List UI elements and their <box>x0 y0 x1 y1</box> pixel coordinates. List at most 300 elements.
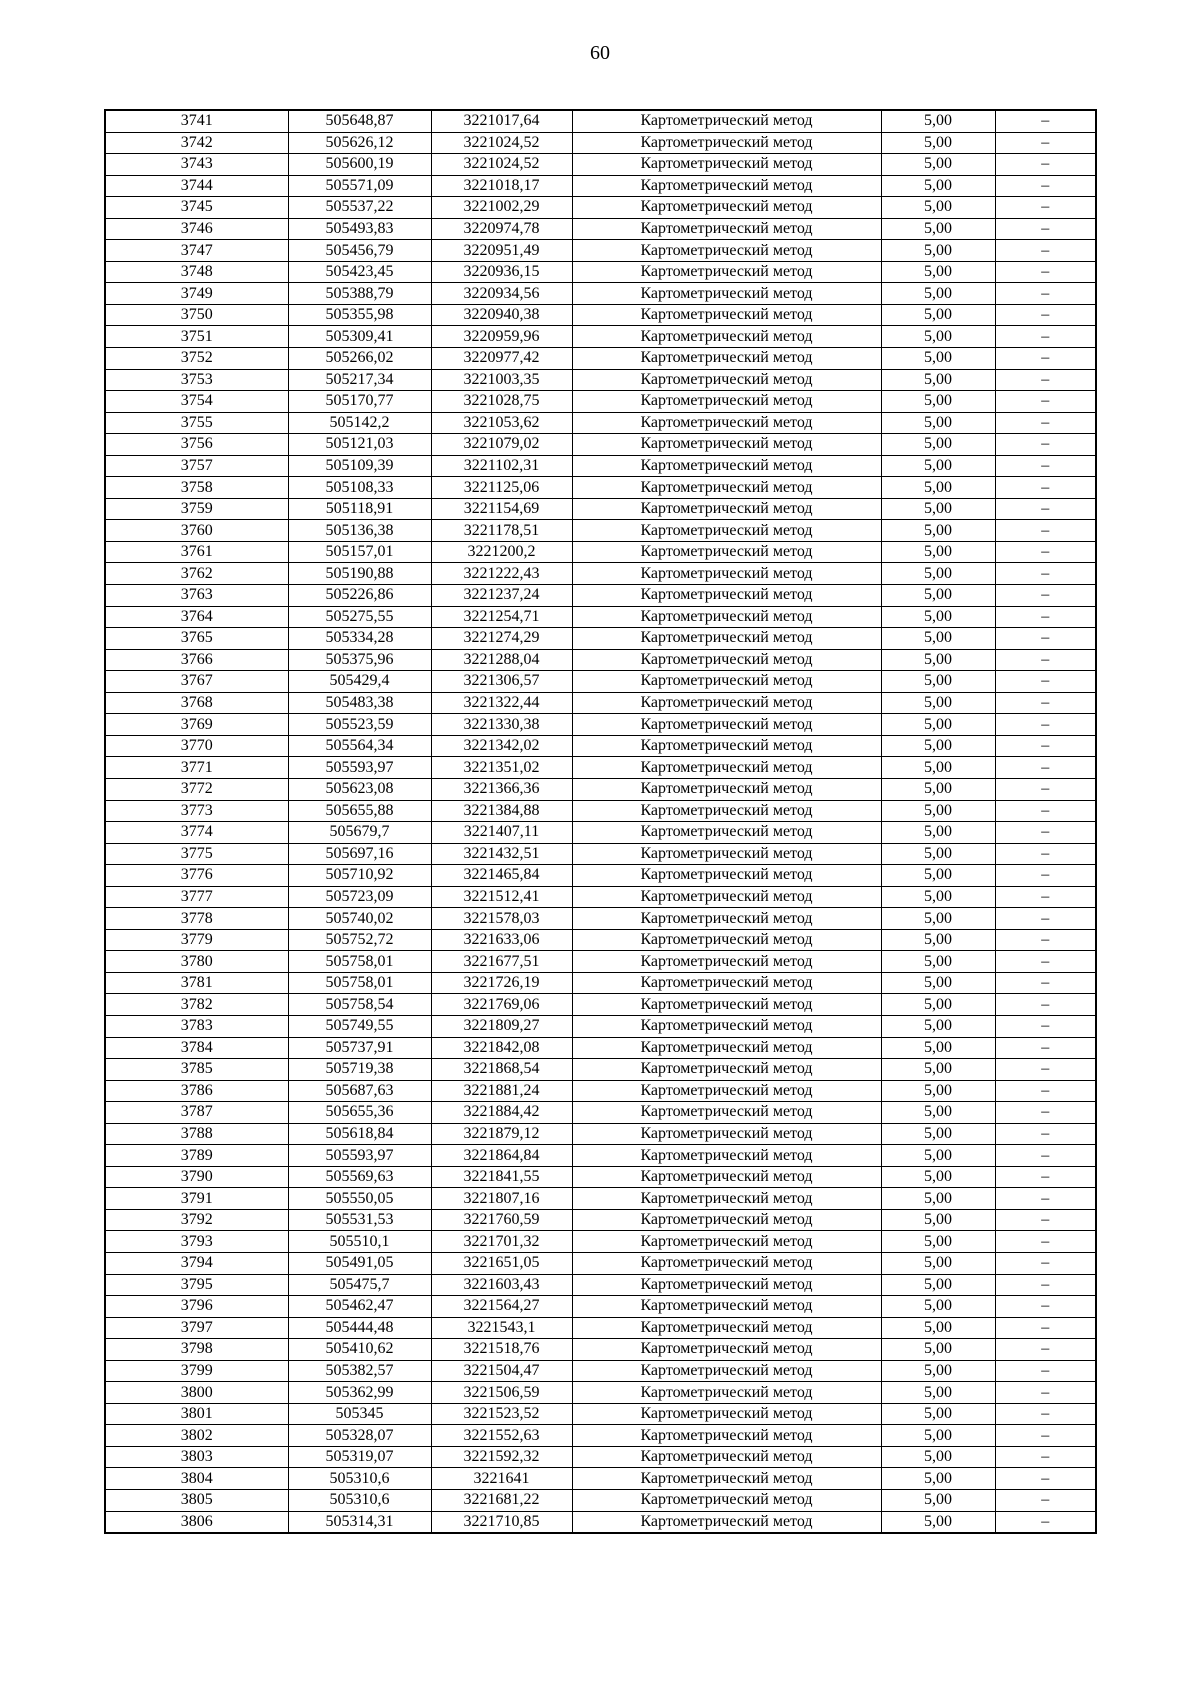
description-cell: – <box>995 412 1096 434</box>
point-number-cell: 3788 <box>105 1123 288 1145</box>
description-cell: – <box>995 714 1096 736</box>
point-number-cell: 3786 <box>105 1080 288 1102</box>
method-cell: Картометрический метод <box>572 412 881 434</box>
x-coordinate-cell: 505118,91 <box>288 498 431 520</box>
method-cell: Картометрический метод <box>572 369 881 391</box>
y-coordinate-cell: 3221769,06 <box>431 994 572 1016</box>
method-cell: Картометрический метод <box>572 1252 881 1274</box>
page-number: 60 <box>590 42 610 64</box>
accuracy-cell: 5,00 <box>881 994 995 1016</box>
y-coordinate-cell: 3221322,44 <box>431 692 572 714</box>
x-coordinate-cell: 505382,57 <box>288 1360 431 1382</box>
point-number-cell: 3755 <box>105 412 288 434</box>
point-number-cell: 3803 <box>105 1446 288 1468</box>
table-row <box>105 218 1096 240</box>
x-coordinate-cell: 505752,72 <box>288 929 431 951</box>
x-coordinate-cell: 505758,54 <box>288 994 431 1016</box>
method-cell: Картометрический метод <box>572 822 881 844</box>
description-cell: – <box>995 1059 1096 1081</box>
x-coordinate-cell: 505687,63 <box>288 1080 431 1102</box>
method-cell: Картометрический метод <box>572 434 881 456</box>
description-cell: – <box>995 1209 1096 1231</box>
description-cell: – <box>995 175 1096 197</box>
method-cell: Картометрический метод <box>572 994 881 1016</box>
y-coordinate-cell: 3221306,57 <box>431 671 572 693</box>
point-number-cell: 3744 <box>105 175 288 197</box>
description-cell: – <box>995 1296 1096 1318</box>
point-number-cell: 3759 <box>105 498 288 520</box>
x-coordinate-cell: 505618,84 <box>288 1123 431 1145</box>
accuracy-cell: 5,00 <box>881 822 995 844</box>
x-coordinate-cell: 505510,1 <box>288 1231 431 1253</box>
y-coordinate-cell: 3221432,51 <box>431 843 572 865</box>
point-number-cell: 3753 <box>105 369 288 391</box>
method-cell: Картометрический метод <box>572 541 881 563</box>
accuracy-cell: 5,00 <box>881 865 995 887</box>
table-row <box>105 1382 1096 1404</box>
description-cell: – <box>995 1231 1096 1253</box>
x-coordinate-cell: 505593,97 <box>288 757 431 779</box>
y-coordinate-cell: 3221506,59 <box>431 1382 572 1404</box>
y-coordinate-cell: 3221881,24 <box>431 1080 572 1102</box>
y-coordinate-cell: 3221651,05 <box>431 1252 572 1274</box>
method-cell: Картометрический метод <box>572 261 881 283</box>
table-row <box>105 865 1096 887</box>
table-row <box>105 110 1096 132</box>
table-row <box>105 1490 1096 1512</box>
x-coordinate-cell: 505483,38 <box>288 692 431 714</box>
method-cell: Картометрический метод <box>572 1231 881 1253</box>
method-cell: Картометрический метод <box>572 671 881 693</box>
table-row <box>105 757 1096 779</box>
y-coordinate-cell: 3221024,52 <box>431 154 572 176</box>
description-cell: – <box>995 197 1096 219</box>
description-cell: – <box>995 800 1096 822</box>
table-row <box>105 1123 1096 1145</box>
description-cell: – <box>995 498 1096 520</box>
description-cell: – <box>995 563 1096 585</box>
x-coordinate-cell: 505749,55 <box>288 1015 431 1037</box>
x-coordinate-cell: 505569,63 <box>288 1166 431 1188</box>
accuracy-cell: 5,00 <box>881 692 995 714</box>
y-coordinate-cell: 3221868,54 <box>431 1059 572 1081</box>
x-coordinate-cell: 505523,59 <box>288 714 431 736</box>
method-cell: Картометрический метод <box>572 735 881 757</box>
y-coordinate-cell: 3221504,47 <box>431 1360 572 1382</box>
point-number-cell: 3782 <box>105 994 288 1016</box>
accuracy-cell: 5,00 <box>881 434 995 456</box>
accuracy-cell: 5,00 <box>881 1209 995 1231</box>
table-row <box>105 886 1096 908</box>
description-cell: – <box>995 434 1096 456</box>
description-cell: – <box>995 865 1096 887</box>
method-cell: Картометрический метод <box>572 455 881 477</box>
x-coordinate-cell: 505493,83 <box>288 218 431 240</box>
description-cell: – <box>995 972 1096 994</box>
table-row <box>105 1446 1096 1468</box>
point-number-cell: 3760 <box>105 520 288 542</box>
y-coordinate-cell: 3221222,43 <box>431 563 572 585</box>
accuracy-cell: 5,00 <box>881 1059 995 1081</box>
method-cell: Картометрический метод <box>572 951 881 973</box>
description-cell: – <box>995 1252 1096 1274</box>
x-coordinate-cell: 505697,16 <box>288 843 431 865</box>
point-number-cell: 3748 <box>105 261 288 283</box>
point-number-cell: 3777 <box>105 886 288 908</box>
point-number-cell: 3747 <box>105 240 288 262</box>
description-cell: – <box>995 1037 1096 1059</box>
accuracy-cell: 5,00 <box>881 391 995 413</box>
y-coordinate-cell: 3221200,2 <box>431 541 572 563</box>
method-cell: Картометрический метод <box>572 154 881 176</box>
y-coordinate-cell: 3221681,22 <box>431 1490 572 1512</box>
description-cell: – <box>995 1382 1096 1404</box>
x-coordinate-cell: 505319,07 <box>288 1446 431 1468</box>
point-number-cell: 3785 <box>105 1059 288 1081</box>
point-number-cell: 3794 <box>105 1252 288 1274</box>
accuracy-cell: 5,00 <box>881 455 995 477</box>
description-cell: – <box>995 628 1096 650</box>
table-row <box>105 951 1096 973</box>
y-coordinate-cell: 3221002,29 <box>431 197 572 219</box>
table-row <box>105 391 1096 413</box>
accuracy-cell: 5,00 <box>881 1080 995 1102</box>
description-cell: – <box>995 606 1096 628</box>
method-cell: Картометрический метод <box>572 1166 881 1188</box>
method-cell: Картометрический метод <box>572 1296 881 1318</box>
method-cell: Картометрический метод <box>572 692 881 714</box>
method-cell: Картометрический метод <box>572 1102 881 1124</box>
description-cell: – <box>995 649 1096 671</box>
y-coordinate-cell: 3221879,12 <box>431 1123 572 1145</box>
x-coordinate-cell: 505626,12 <box>288 132 431 154</box>
accuracy-cell: 5,00 <box>881 757 995 779</box>
point-number-cell: 3752 <box>105 348 288 370</box>
point-number-cell: 3779 <box>105 929 288 951</box>
method-cell: Картометрический метод <box>572 1123 881 1145</box>
x-coordinate-cell: 505758,01 <box>288 951 431 973</box>
method-cell: Картометрический метод <box>572 800 881 822</box>
description-cell: – <box>995 283 1096 305</box>
x-coordinate-cell: 505737,91 <box>288 1037 431 1059</box>
method-cell: Картометрический метод <box>572 218 881 240</box>
accuracy-cell: 5,00 <box>881 1360 995 1382</box>
y-coordinate-cell: 3221018,17 <box>431 175 572 197</box>
y-coordinate-cell: 3221841,55 <box>431 1166 572 1188</box>
y-coordinate-cell: 3221366,36 <box>431 778 572 800</box>
description-cell: – <box>995 1360 1096 1382</box>
table-row <box>105 929 1096 951</box>
x-coordinate-cell: 505531,53 <box>288 1209 431 1231</box>
point-number-cell: 3761 <box>105 541 288 563</box>
method-cell: Картометрический метод <box>572 843 881 865</box>
table-row <box>105 1209 1096 1231</box>
x-coordinate-cell: 505623,08 <box>288 778 431 800</box>
x-coordinate-cell: 505314,31 <box>288 1511 431 1533</box>
accuracy-cell: 5,00 <box>881 951 995 973</box>
table-row <box>105 326 1096 348</box>
point-number-cell: 3743 <box>105 154 288 176</box>
method-cell: Картометрический метод <box>572 1490 881 1512</box>
accuracy-cell: 5,00 <box>881 1166 995 1188</box>
accuracy-cell: 5,00 <box>881 929 995 951</box>
point-number-cell: 3792 <box>105 1209 288 1231</box>
x-coordinate-cell: 505679,7 <box>288 822 431 844</box>
x-coordinate-cell: 505719,38 <box>288 1059 431 1081</box>
point-number-cell: 3762 <box>105 563 288 585</box>
point-number-cell: 3787 <box>105 1102 288 1124</box>
method-cell: Картометрический метод <box>572 498 881 520</box>
y-coordinate-cell: 3221288,04 <box>431 649 572 671</box>
point-number-cell: 3742 <box>105 132 288 154</box>
accuracy-cell: 5,00 <box>881 1468 995 1490</box>
description-cell: – <box>995 110 1096 132</box>
y-coordinate-cell: 3221864,84 <box>431 1145 572 1167</box>
point-number-cell: 3774 <box>105 822 288 844</box>
description-cell: – <box>995 929 1096 951</box>
accuracy-cell: 5,00 <box>881 886 995 908</box>
description-cell: – <box>995 951 1096 973</box>
accuracy-cell: 5,00 <box>881 1015 995 1037</box>
x-coordinate-cell: 505740,02 <box>288 908 431 930</box>
accuracy-cell: 5,00 <box>881 1274 995 1296</box>
table-row <box>105 1059 1096 1081</box>
point-number-cell: 3798 <box>105 1339 288 1361</box>
table-row <box>105 843 1096 865</box>
method-cell: Картометрический метод <box>572 778 881 800</box>
point-number-cell: 3802 <box>105 1425 288 1447</box>
table-row <box>105 1317 1096 1339</box>
table-row <box>105 541 1096 563</box>
description-cell: – <box>995 1102 1096 1124</box>
method-cell: Картометрический метод <box>572 628 881 650</box>
accuracy-cell: 5,00 <box>881 778 995 800</box>
y-coordinate-cell: 3221518,76 <box>431 1339 572 1361</box>
table-row <box>105 692 1096 714</box>
accuracy-cell: 5,00 <box>881 1123 995 1145</box>
description-cell: – <box>995 822 1096 844</box>
y-coordinate-cell: 3221633,06 <box>431 929 572 951</box>
method-cell: Картометрический метод <box>572 348 881 370</box>
description-cell: – <box>995 1403 1096 1425</box>
description-cell: – <box>995 886 1096 908</box>
point-number-cell: 3749 <box>105 283 288 305</box>
table-row <box>105 498 1096 520</box>
method-cell: Картометрический метод <box>572 1188 881 1210</box>
x-coordinate-cell: 505310,6 <box>288 1490 431 1512</box>
x-coordinate-cell: 505710,92 <box>288 865 431 887</box>
point-number-cell: 3783 <box>105 1015 288 1037</box>
x-coordinate-cell: 505537,22 <box>288 197 431 219</box>
description-cell: – <box>995 348 1096 370</box>
method-cell: Картометрический метод <box>572 1339 881 1361</box>
method-cell: Картометрический метод <box>572 865 881 887</box>
method-cell: Картометрический метод <box>572 1446 881 1468</box>
y-coordinate-cell: 3221543,1 <box>431 1317 572 1339</box>
method-cell: Картометрический метод <box>572 972 881 994</box>
x-coordinate-cell: 505142,2 <box>288 412 431 434</box>
description-cell: – <box>995 541 1096 563</box>
point-number-cell: 3758 <box>105 477 288 499</box>
description-cell: – <box>995 585 1096 607</box>
y-coordinate-cell: 3221102,31 <box>431 455 572 477</box>
method-cell: Картометрический метод <box>572 1145 881 1167</box>
description-cell: – <box>995 1490 1096 1512</box>
method-cell: Картометрический метод <box>572 304 881 326</box>
accuracy-cell: 5,00 <box>881 154 995 176</box>
description-cell: – <box>995 1080 1096 1102</box>
accuracy-cell: 5,00 <box>881 735 995 757</box>
accuracy-cell: 5,00 <box>881 1102 995 1124</box>
x-coordinate-cell: 505266,02 <box>288 348 431 370</box>
y-coordinate-cell: 3221003,35 <box>431 369 572 391</box>
y-coordinate-cell: 3221523,52 <box>431 1403 572 1425</box>
point-number-cell: 3741 <box>105 110 288 132</box>
y-coordinate-cell: 3220977,42 <box>431 348 572 370</box>
method-cell: Картометрический метод <box>572 326 881 348</box>
x-coordinate-cell: 505571,09 <box>288 175 431 197</box>
description-cell: – <box>995 1511 1096 1533</box>
table-row <box>105 197 1096 219</box>
x-coordinate-cell: 505444,48 <box>288 1317 431 1339</box>
x-coordinate-cell: 505109,39 <box>288 455 431 477</box>
description-cell: – <box>995 1425 1096 1447</box>
description-cell: – <box>995 240 1096 262</box>
y-coordinate-cell: 3221154,69 <box>431 498 572 520</box>
point-number-cell: 3790 <box>105 1166 288 1188</box>
y-coordinate-cell: 3221342,02 <box>431 735 572 757</box>
accuracy-cell: 5,00 <box>881 1296 995 1318</box>
method-cell: Картометрический метод <box>572 1015 881 1037</box>
method-cell: Картометрический метод <box>572 520 881 542</box>
method-cell: Картометрический метод <box>572 1425 881 1447</box>
description-cell: – <box>995 778 1096 800</box>
x-coordinate-cell: 505190,88 <box>288 563 431 585</box>
y-coordinate-cell: 3220951,49 <box>431 240 572 262</box>
accuracy-cell: 5,00 <box>881 304 995 326</box>
description-cell: – <box>995 843 1096 865</box>
coordinates-table <box>104 109 1097 1534</box>
point-number-cell: 3784 <box>105 1037 288 1059</box>
point-number-cell: 3800 <box>105 1382 288 1404</box>
point-number-cell: 3765 <box>105 628 288 650</box>
accuracy-cell: 5,00 <box>881 606 995 628</box>
method-cell: Картометрический метод <box>572 1511 881 1533</box>
point-number-cell: 3797 <box>105 1317 288 1339</box>
accuracy-cell: 5,00 <box>881 477 995 499</box>
table-row <box>105 132 1096 154</box>
x-coordinate-cell: 505564,34 <box>288 735 431 757</box>
point-number-cell: 3764 <box>105 606 288 628</box>
table-row <box>105 1425 1096 1447</box>
accuracy-cell: 5,00 <box>881 283 995 305</box>
point-number-cell: 3793 <box>105 1231 288 1253</box>
x-coordinate-cell: 505550,05 <box>288 1188 431 1210</box>
table-row <box>105 1252 1096 1274</box>
table-row <box>105 778 1096 800</box>
accuracy-cell: 5,00 <box>881 541 995 563</box>
y-coordinate-cell: 3221237,24 <box>431 585 572 607</box>
x-coordinate-cell: 505217,34 <box>288 369 431 391</box>
accuracy-cell: 5,00 <box>881 369 995 391</box>
accuracy-cell: 5,00 <box>881 1425 995 1447</box>
description-cell: – <box>995 1166 1096 1188</box>
point-number-cell: 3756 <box>105 434 288 456</box>
method-cell: Картометрический метод <box>572 563 881 585</box>
table-row <box>105 1188 1096 1210</box>
x-coordinate-cell: 505723,09 <box>288 886 431 908</box>
x-coordinate-cell: 505334,28 <box>288 628 431 650</box>
method-cell: Картометрический метод <box>572 132 881 154</box>
method-cell: Картометрический метод <box>572 606 881 628</box>
table-row <box>105 283 1096 305</box>
point-number-cell: 3773 <box>105 800 288 822</box>
method-cell: Картометрический метод <box>572 391 881 413</box>
description-cell: – <box>995 326 1096 348</box>
description-cell: – <box>995 908 1096 930</box>
description-cell: – <box>995 154 1096 176</box>
description-cell: – <box>995 477 1096 499</box>
table-row <box>105 671 1096 693</box>
point-number-cell: 3767 <box>105 671 288 693</box>
accuracy-cell: 5,00 <box>881 1339 995 1361</box>
description-cell: – <box>995 1123 1096 1145</box>
table-row <box>105 735 1096 757</box>
x-coordinate-cell: 505648,87 <box>288 110 431 132</box>
accuracy-cell: 5,00 <box>881 1490 995 1512</box>
x-coordinate-cell: 505491,05 <box>288 1252 431 1274</box>
accuracy-cell: 5,00 <box>881 1188 995 1210</box>
description-cell: – <box>995 1188 1096 1210</box>
method-cell: Картометрический метод <box>572 908 881 930</box>
y-coordinate-cell: 3220959,96 <box>431 326 572 348</box>
description-cell: – <box>995 369 1096 391</box>
x-coordinate-cell: 505375,96 <box>288 649 431 671</box>
accuracy-cell: 5,00 <box>881 326 995 348</box>
table-row <box>105 563 1096 585</box>
method-cell: Картометрический метод <box>572 886 881 908</box>
x-coordinate-cell: 505226,86 <box>288 585 431 607</box>
y-coordinate-cell: 3221552,63 <box>431 1425 572 1447</box>
y-coordinate-cell: 3221564,27 <box>431 1296 572 1318</box>
table-row <box>105 369 1096 391</box>
accuracy-cell: 5,00 <box>881 1317 995 1339</box>
accuracy-cell: 5,00 <box>881 628 995 650</box>
method-cell: Картометрический метод <box>572 1317 881 1339</box>
point-number-cell: 3754 <box>105 391 288 413</box>
table-row <box>105 649 1096 671</box>
point-number-cell: 3757 <box>105 455 288 477</box>
table-row <box>105 908 1096 930</box>
table-row <box>105 1360 1096 1382</box>
y-coordinate-cell: 3220974,78 <box>431 218 572 240</box>
accuracy-cell: 5,00 <box>881 132 995 154</box>
y-coordinate-cell: 3221465,84 <box>431 865 572 887</box>
accuracy-cell: 5,00 <box>881 671 995 693</box>
x-coordinate-cell: 505136,38 <box>288 520 431 542</box>
point-number-cell: 3745 <box>105 197 288 219</box>
description-cell: – <box>995 1145 1096 1167</box>
point-number-cell: 3801 <box>105 1403 288 1425</box>
point-number-cell: 3768 <box>105 692 288 714</box>
method-cell: Картометрический метод <box>572 1468 881 1490</box>
table-row <box>105 714 1096 736</box>
table-row <box>105 1511 1096 1533</box>
x-coordinate-cell: 505758,01 <box>288 972 431 994</box>
table-row <box>105 154 1096 176</box>
table-row <box>105 412 1096 434</box>
description-cell: – <box>995 261 1096 283</box>
